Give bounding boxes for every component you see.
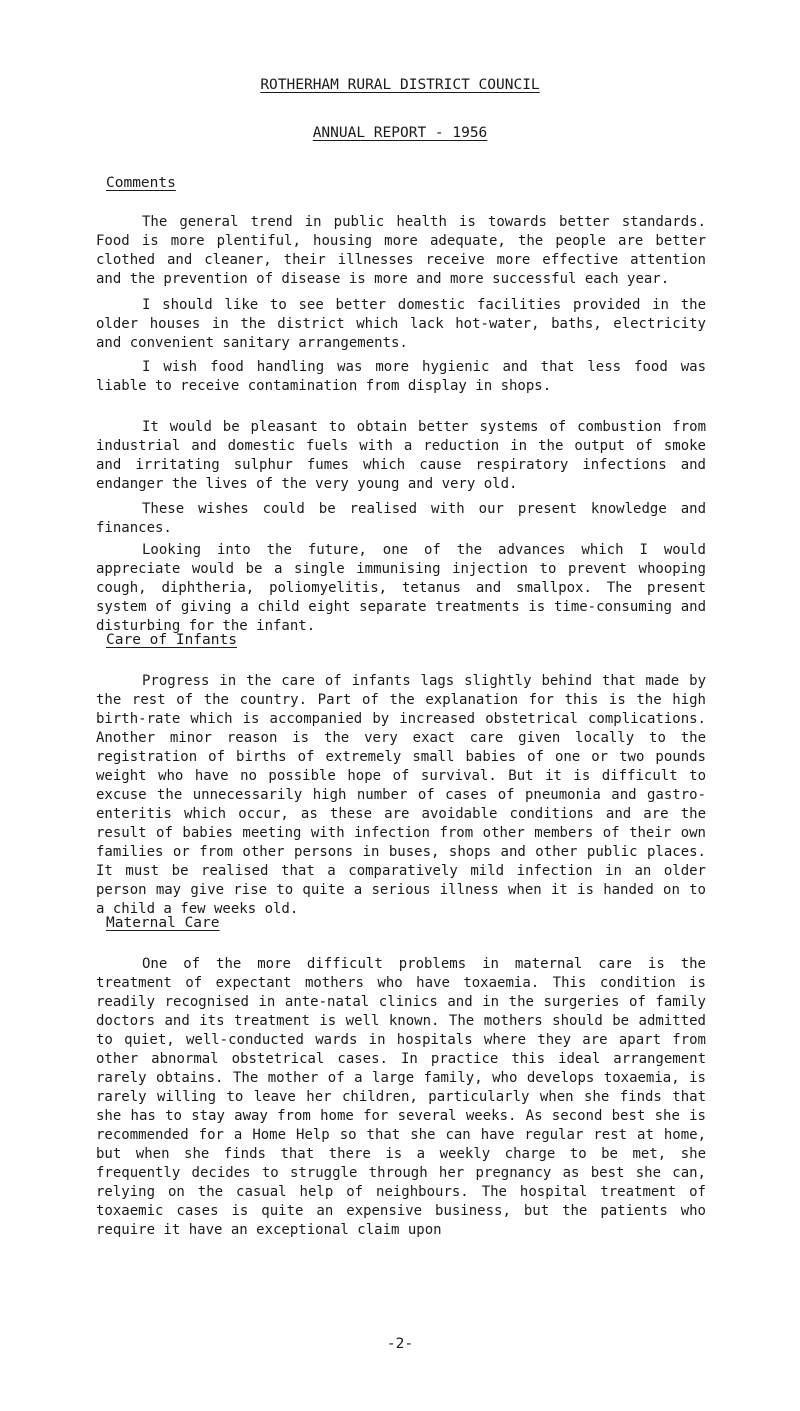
page-number: -2- [386, 1336, 414, 1352]
council-title: ROTHERHAM RURAL DISTRICT COUNCIL [260, 77, 540, 93]
comments-paragraph-2: I should like to see better domestic facilities provided in the older houses in the district which lack hot-water, baths, electricity and convenient sanitary arrangements. [96, 297, 706, 351]
comments-paragraph-5: These wishes could be realised with our present knowledge and finances. [96, 501, 706, 536]
comments-paragraph-3: I wish food handling was more hygienic and that less food was liable to receive contamination from display in shops. [96, 359, 706, 394]
infants-paragraph-1: Progress in the care of infants lags slightly behind that made by the rest of the country. Part of the explanation for this is the high birth-rate which is accompanied by increased obstetrical complications. Another minor reason is the very exact care given locally to the registration of births of extremely small babies of one or two pounds weight who have no possible hope of survival. But it is difficult to excuse the unnecessarily high number of cases of pneumonia and gastro-enteritis which occur, as these are avoidable conditions and are the result of babies meeting with infection from other members of their own families or from other persons in buses, shops and other public places. It must be realised that a comparatively mild infection in an older person may give rise to quite a serious illness when it is handed on to a child a few weeks old. [96, 673, 706, 917]
comments-paragraph-4: It would be pleasant to obtain better systems of combustion from industrial and domestic fuels with a reduction in the output of smoke and irritating sulphur fumes which cause respiratory infections and endanger the lives of the very young and very old. [96, 419, 706, 492]
comments-paragraph-6: Looking into the future, one of the advances which I would appreciate would be a single immunising injection to prevent whooping cough, diphtheria, poliomyelitis, tetanus and smallpox. The present system of giving a child eight separate treatments is time-consuming and disturbing for the infant. [96, 542, 706, 634]
report-title: ANNUAL REPORT - 1956 [312, 125, 488, 141]
comments-paragraph-1: The general trend in public health is towards better standards. Food is more plentiful, housing more adequate, the people are better clothed and cleaner, their illnesses receive more effective attention and the prevention of disease is more and more successful each year. [96, 214, 706, 287]
section-heading-maternal-care: Maternal Care [106, 915, 220, 931]
section-heading-comments: Comments [106, 175, 176, 191]
section-heading-care-of-infants: Care of Infants [106, 632, 237, 648]
maternal-paragraph-1: One of the more difficult problems in maternal care is the treatment of expectant mothers who have toxaemia. This condition is readily recognised in ante-natal clinics and in the surgeries of family doctors and its treatment is well known. The mothers should be admitted to quiet, well-conducted wards in hospitals where they are apart from other abnormal obstetrical cases. In practice this ideal arrangement rarely obtains. The mother of a large family, who develops toxaemia, is rarely willing to leave her children, particularly when she finds that she has to stay away from home for several weeks. As second best she is recommended for a Home Help so that she can have regular rest at home, but when she finds that there is a weekly charge to be met, she frequently decides to struggle through her pregnancy as best she can, relying on the casual help of neighbours. The hospital treatment of toxaemic cases is quite an expensive business, but the patients who require it have an exceptional claim upon [96, 956, 706, 1238]
